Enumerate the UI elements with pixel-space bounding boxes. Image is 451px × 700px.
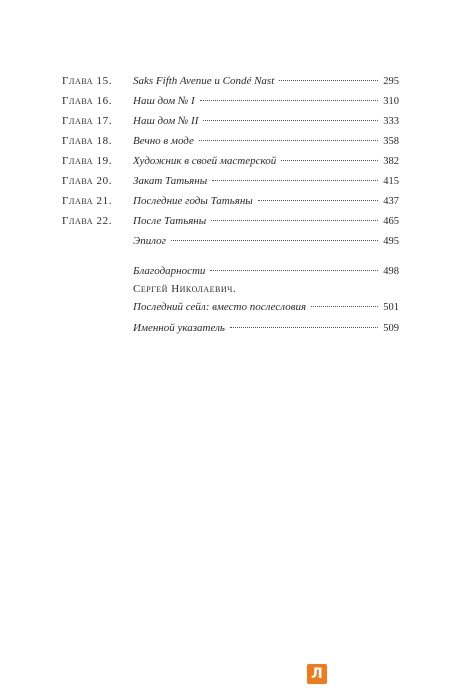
dot-leader xyxy=(311,306,378,307)
page-number: 509 xyxy=(383,323,399,334)
chapter-title: Вечно в моде xyxy=(133,135,194,147)
page-number: 501 xyxy=(383,302,399,313)
page-number: 415 xyxy=(383,176,399,187)
toc-row xyxy=(0,135,451,153)
dot-leader xyxy=(281,160,378,161)
toc-row-afterword xyxy=(0,301,451,319)
toc-row-index xyxy=(0,322,451,340)
chapter-title: Наш дом № II xyxy=(133,115,199,127)
chapter-label: Глава 20. xyxy=(62,175,113,187)
page-number: 498 xyxy=(383,266,399,277)
dot-leader xyxy=(279,80,378,81)
chapter-label: Глава 21. xyxy=(62,195,113,207)
dot-leader xyxy=(200,100,378,101)
chapter-title: После Татьяны xyxy=(133,215,207,227)
dot-leader xyxy=(211,220,378,221)
page-number: 465 xyxy=(383,216,399,227)
dot-leader xyxy=(210,270,378,271)
chapter-label: Глава 19. xyxy=(62,155,113,167)
chapter-label: Глава 18. xyxy=(62,135,113,147)
dot-leader xyxy=(203,120,378,121)
page-number: 437 xyxy=(383,196,399,207)
acknowledgements-title: Благодарности xyxy=(133,265,206,277)
toc-row xyxy=(0,95,451,113)
toc-row xyxy=(0,155,451,173)
toc-row xyxy=(0,75,451,93)
chapter-label: Глава 22. xyxy=(62,215,113,227)
chapter-label: Глава 15. xyxy=(62,75,113,87)
chapter-title: Последние годы Татьяны xyxy=(133,195,253,207)
chapter-label: Глава 17. xyxy=(62,115,113,127)
page-number: 310 xyxy=(383,96,399,107)
toc-row-author xyxy=(0,283,451,301)
page-number: 333 xyxy=(383,116,399,127)
page-number: 358 xyxy=(383,136,399,147)
page-number: 382 xyxy=(383,156,399,167)
author-heading: Сергей Николаевич. xyxy=(133,283,237,295)
chapter-title: Закат Татьяны xyxy=(133,175,208,187)
chapter-title: Saks Fifth Avenue и Condé Nast xyxy=(133,75,275,87)
index-title: Именной указатель xyxy=(133,322,225,334)
page-number: 295 xyxy=(383,76,399,87)
toc-row-epilogue xyxy=(0,235,451,253)
publisher-logo-icon: Л xyxy=(307,664,327,684)
afterword-title: Последний сейл: вместо послесловия xyxy=(133,301,307,313)
dot-leader xyxy=(212,180,378,181)
toc-row xyxy=(0,215,451,233)
toc-row xyxy=(0,195,451,213)
chapter-label: Глава 16. xyxy=(62,95,113,107)
chapter-title: Наш дом № I xyxy=(133,95,195,107)
toc-row xyxy=(0,175,451,193)
dot-leader xyxy=(258,200,378,201)
dot-leader xyxy=(171,240,378,241)
epilogue-title: Эпилог xyxy=(133,235,166,247)
dot-leader xyxy=(230,327,378,328)
chapter-title: Художник в своей мастерской xyxy=(133,155,277,167)
toc-row xyxy=(0,115,451,133)
toc-row-acknowledgements xyxy=(0,265,451,283)
dot-leader xyxy=(199,140,378,141)
page-number: 495 xyxy=(383,236,399,247)
